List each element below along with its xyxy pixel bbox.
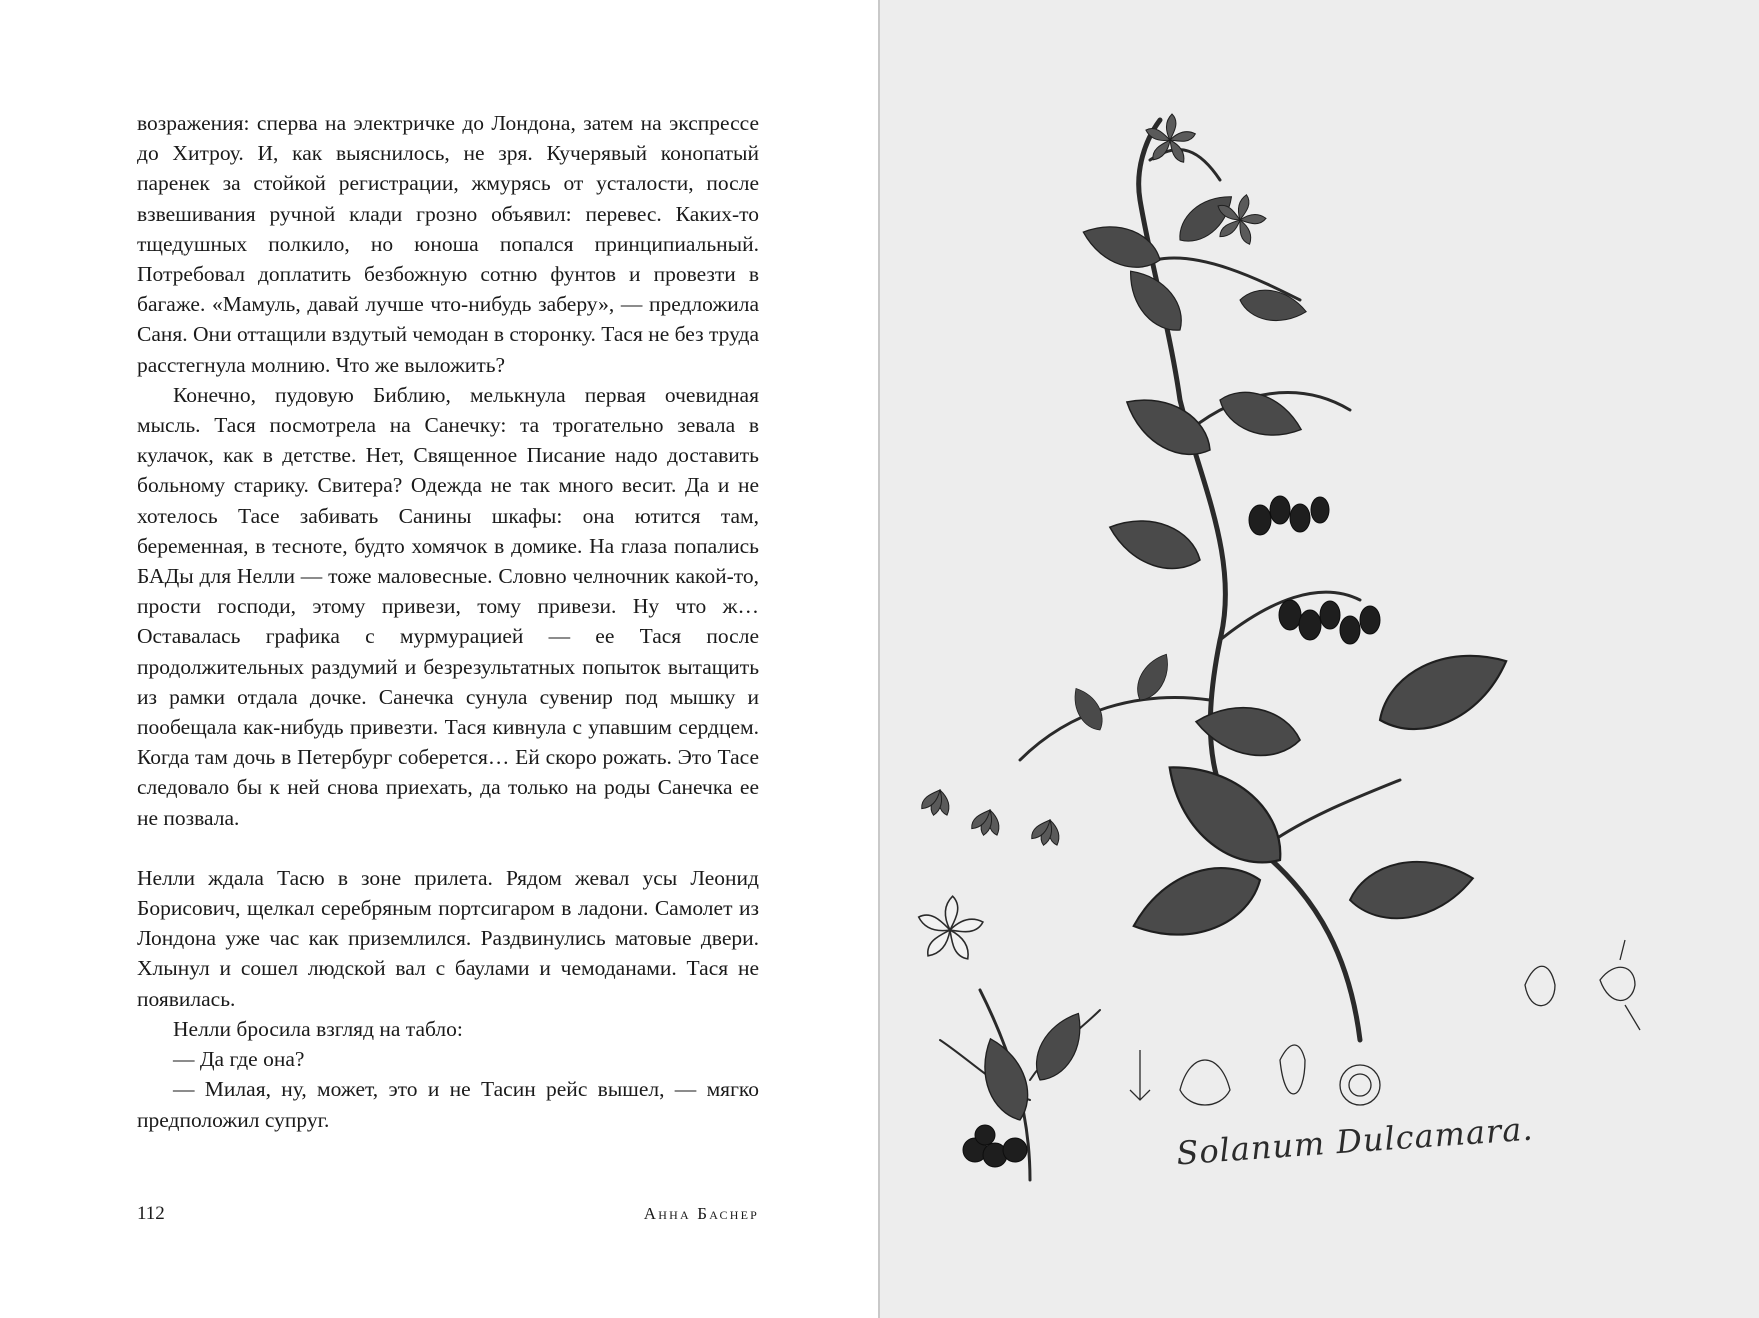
berry xyxy=(1299,610,1321,640)
berry xyxy=(1003,1138,1027,1162)
flower xyxy=(1029,816,1062,846)
dissection-details xyxy=(1130,940,1640,1105)
flower xyxy=(919,786,952,816)
corolla-detail xyxy=(1180,1060,1230,1105)
botanical-illustration xyxy=(880,0,1759,1318)
illustration-page xyxy=(880,0,1759,1318)
berry xyxy=(975,1125,995,1145)
calyx-detail xyxy=(1600,967,1635,1000)
page-number: 112 xyxy=(137,1203,165,1224)
berry xyxy=(1311,497,1329,523)
berry xyxy=(1320,601,1340,629)
pistil-detail xyxy=(1280,1045,1305,1094)
paragraph: Конечно, пудовую Библию, мелькнула первая очевидная мысль. Тася посмотрела на Санечку: та трогательно зевала в кулачок, как в детстве. Нет, Священное Писание надо доставить больному старику. Свитера? Одежда не так много весит. Да и не хотелось Тасе забивать Санины шкафы: она ютится там, беременная, в тесноте, будто хомячок в домике. На глаза попались БАДы для Нелли — тоже маловесные. Словно челночник какой-то, прости господи, этому привези, тому привези. Ну что ж… Оставалась графика с мурмурацией — ее Тася после продолжительных раздумий и безрезультатных попыток вытащить из рамки отдала дочке. Санечка сунула сувенир под мышку и пообещала как-нибудь привезти. Тася кивнула с упавшим сердцем. Когда там дочь в Петербург соберется… Ей скоро рожать. Это Тасе следовало бы к ней снова приехать, да только на роды Санечка ее не позвала. xyxy=(137,382,759,830)
leaf xyxy=(1103,507,1208,579)
berry xyxy=(1340,616,1360,644)
open-flower xyxy=(916,896,984,962)
section-break xyxy=(137,833,759,863)
body-text xyxy=(137,108,759,1135)
text-page xyxy=(0,0,878,1318)
branch xyxy=(1260,780,1400,850)
paragraph: Нелли ждала Тасю в зоне прилета. Рядом жевал усы Леонид Борисович, щелкал серебряным портсигаром в ладони. Самолет из Лондона уже час как приземлился. Раздвинулись матовые двери. Хлынул и сошел людской вал с баулами и чемоданами. Тася не появилась. xyxy=(137,865,759,1011)
paragraph: Нелли бросила взгляд на табло: xyxy=(173,1016,463,1041)
branch xyxy=(1020,698,1210,761)
fruit-detail xyxy=(1525,966,1555,1005)
running-head-author: Анна Баснер xyxy=(643,1204,759,1223)
leaf xyxy=(1025,1005,1093,1088)
berry xyxy=(1270,496,1290,524)
flower xyxy=(969,806,1002,836)
berry xyxy=(1360,606,1380,634)
dialogue-line: — Да где она? xyxy=(173,1047,305,1072)
paragraph: возражения: сперва на электричке до Лондона, затем на экспрессе до Хитроу. И, как выяснилось, не зря. Кучерявый конопатый паренек за стойкой регистрации, жмурясь от усталости, после взвешивания ручной клади грозно объявил: перевес. Каких-то тщедушных полкило, но юноша попался принципиальный. Потребовал доплатить безбожную сотню фунтов и провезти в багаже. «Мамуль, давай лучше что-нибудь заберу», — предложила Саня. Они оттащили вздутый чемодан в сторонку. Тася не без труда расстегнула молнию. Что же выложить? xyxy=(137,111,759,377)
seed-cross-section xyxy=(1340,1065,1380,1105)
leaf xyxy=(1345,851,1477,927)
dialogue-line: — Милая, ну, может, это и не Тасин рейс вышел, — мягко предположил супруг. xyxy=(137,1077,759,1132)
plant-caption: Solanum Dulcamara. xyxy=(1175,1109,1535,1173)
berry xyxy=(1279,600,1301,630)
leaf xyxy=(1237,286,1308,327)
berry xyxy=(1290,504,1310,532)
leaf xyxy=(1367,634,1519,748)
leaf xyxy=(1116,384,1220,468)
berry xyxy=(1249,505,1271,535)
leaf xyxy=(1124,852,1270,953)
